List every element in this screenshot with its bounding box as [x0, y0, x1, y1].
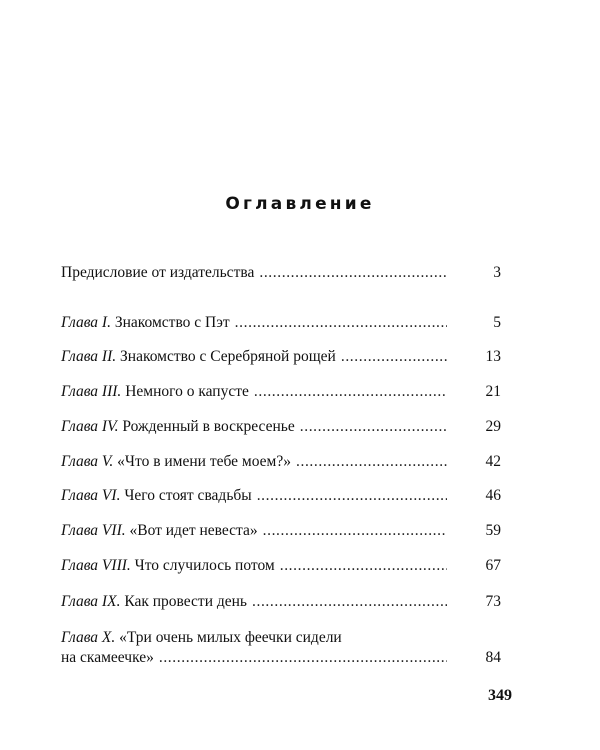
chapter-label: Глава IV.: [61, 418, 119, 435]
chapter-label: Глава III.: [61, 383, 122, 400]
entry-page: 46: [485, 487, 501, 504]
chapter-label: Глава VI.: [61, 487, 121, 504]
entry-title: «Три очень милых феечки сидели: [119, 629, 342, 646]
entry-title: Знакомство с Серебряной рощей: [120, 348, 336, 365]
entry-title: Что случилось потом: [134, 557, 275, 574]
entry-page: 84: [485, 649, 501, 666]
entry-title: Предисловие от издательства: [61, 264, 255, 281]
chapter-label: Глава VII.: [61, 522, 126, 539]
entry-page: 21: [485, 383, 501, 400]
entry-title-continuation: на скамеечке»: [61, 649, 154, 666]
leader-dots: [159, 648, 447, 668]
entry-page: 5: [493, 314, 501, 331]
entry-page: 67: [485, 557, 501, 574]
leader-dots: [254, 382, 447, 402]
toc-entry-chapter-1: [61, 313, 501, 333]
toc-entry-chapter-4: [61, 417, 501, 437]
entry-title: Немного о капусте: [125, 383, 249, 400]
entry-title: Знакомство с Пэт: [114, 314, 230, 331]
toc-entry-chapter-10: [61, 628, 501, 668]
leader-dots: [280, 556, 447, 576]
entry-page: 73: [485, 593, 501, 610]
toc-entry-chapter-8: [61, 556, 501, 576]
entry-page: 29: [485, 418, 501, 435]
entry-title: «Вот идет невеста»: [129, 522, 258, 539]
entry-title: «Что в имени тебе моем?»: [117, 453, 291, 470]
toc-entry-chapter-6: [61, 486, 501, 506]
leader-dots: [257, 486, 447, 506]
leader-dots: [235, 313, 447, 333]
page-number: 349: [488, 687, 512, 704]
toc-entry-chapter-5: [61, 452, 501, 472]
leader-dots: [259, 263, 447, 283]
entry-title: Как провести день: [124, 593, 247, 610]
leader-dots: [341, 347, 447, 367]
entry-title: Чего стоят свадьбы: [124, 487, 252, 504]
chapter-label: Глава I.: [61, 314, 111, 331]
chapter-label: Глава IX.: [61, 593, 121, 610]
toc-entry-preface: [61, 263, 501, 283]
toc-entry-chapter-3: [61, 382, 501, 402]
entry-page: 13: [485, 348, 501, 365]
entry-page: 3: [493, 264, 501, 281]
entry-page: 42: [485, 453, 501, 470]
leader-dots: [296, 452, 447, 472]
leader-dots: [263, 521, 447, 541]
toc-heading: Оглавление: [225, 194, 375, 214]
chapter-label: Глава VIII.: [61, 557, 131, 574]
toc-entry-chapter-7: [61, 521, 501, 541]
entry-page: 59: [485, 522, 501, 539]
leader-dots: [252, 592, 447, 612]
chapter-label: Глава X.: [61, 629, 116, 646]
toc-entry-chapter-9: [61, 592, 501, 612]
chapter-label: Глава II.: [61, 348, 117, 365]
leader-dots: [300, 417, 447, 437]
chapter-label: Глава V.: [61, 453, 114, 470]
toc-entry-chapter-2: [61, 347, 501, 367]
entry-title: Рожденный в воскресенье: [122, 418, 295, 435]
